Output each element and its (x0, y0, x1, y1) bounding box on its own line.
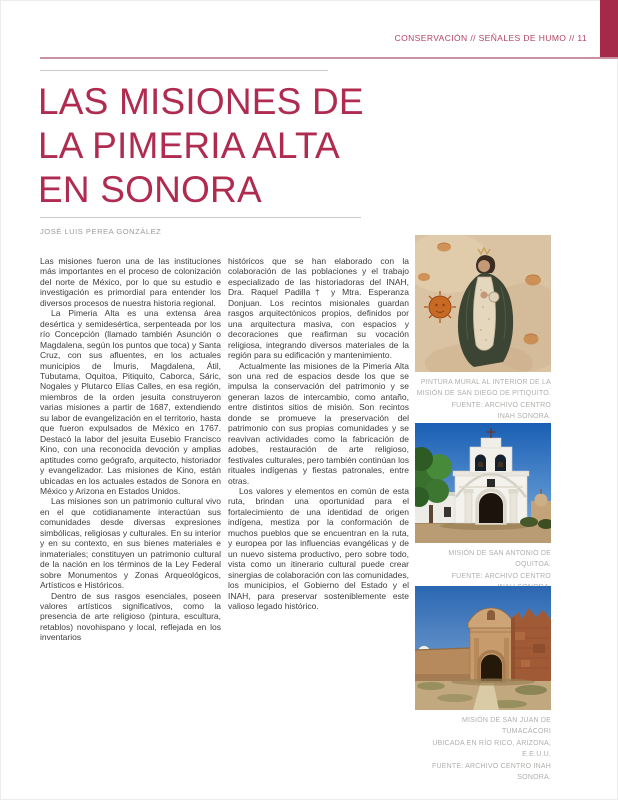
paragraph: Dentro de sus rasgos esenciales, poseen valores artísticos significativos, como la presencia de arte religioso (pintura, escultura, retablos) novohispano y local, reflejada en los inventarios (40, 590, 221, 643)
tumacacori-church-image (415, 586, 551, 710)
caption-line: MISIÓN DE SAN ANTONIO DE OQUITOA. (448, 550, 551, 569)
caption-line: PINTURA MURAL AL INTERIOR DE LA (420, 379, 551, 386)
paragraph: La Pimeria Alta es una extensa área desértica y semidesértica, serpenteada por los río Concepción (llamado también Asunción o Magdalena, según los puntos que toca) y Santa Cruz, con sus afluentes, en los actuales municipios de Ímuris, Magdalena, Átil, Tubutama, Oquitoa, Pitiquito, Caborca, Sáric, Nogales y Plutarco Elías Calles, en esa región, miembros de la orden jesuita construyeron varias misiones a partir de 1687, extendiendo su labor de evangelización en el territorio, hasta que fueron expulsados de México en 1767. Destacó la labor del jesuita Eusebio Francisco Kino, con una reconocida devoción y amplias aptitudes como geógrafo, arquitecto, historiador y evangelizador. Las misiones de Kino, están ubicadas en los actuales estados de Sonora en México y Arizona en Estados Unidos. (40, 308, 221, 496)
caption-line: UBICADA EN RÍO RICO, ARIZONA, E.E.U.U. (432, 739, 551, 759)
figure-mission-oquitoa (415, 423, 551, 594)
paragraph: Las misiones fueron una de las instituciones más importantes en el proceso de colonización del norte de México, por lo que su estudio e investigación es primordial para entender los diversos procesos de nuestra historia regional. (40, 256, 221, 308)
figure-mission-tumacacori (415, 586, 551, 783)
mural-painting-image (415, 235, 551, 372)
author-byline: JOSÉ LUIS PEREA GONZÁLEZ (40, 227, 162, 236)
page-title-line-3: EN SONORA (38, 169, 262, 210)
paragraph: Actualmente las misiones de la Pimeria Alta son una red de espacios desde los que se impulsa la conservación del patrimonio y se generan lazos de intercambio, como antaño, entre distintos sitios de misión. Son recintos donde se promueve la preservación del patrimonio con sus propias comunidades y se reavivan actividades como la fabricación de adobes, restauración de arte religioso, festivales culturales, pero también continúan los rituales indígenas y fiestas patronales, entre otras. (228, 360, 409, 486)
title-top-rule (40, 70, 328, 71)
caption-line: FUENTE: ARCHIVO CENTRO (451, 401, 551, 409)
paragraph: Los valores y elementos en común de esta ruta, brindan una oportunidad para el fortalecimiento de una identidad de origen indígena, mestiza por la conformación de muchos pueblos que se encuentran en la ruta, y europea por las influencias evangélicas y de un nuevo sistema productivo, pero sobre todo, vista como un itinerario cultural puede crear sinergias de colaboración con las comunidades, los municipios, el Gobierno del Estado y el INAH, para preservar sosteniblemente este valioso legado histórico. (228, 485, 409, 611)
figure-caption (415, 715, 551, 783)
caption-line: MISIÓN DE SAN DIEGO DE PITIQUITO. (416, 390, 551, 398)
figure-caption (415, 377, 551, 423)
paragraph: históricos que se han elaborado con la colaboración de las poblaciones y el trabajo especializado de las historiadoras del INAH, Dra. Raquel Padilla† y Mtra. Esperanza Donjuan. Los recintos misionales guardan rasgos arquitectónicos propios, definidos por una arquitectura masiva, con espacios y decoraciones que reafirman su vocación religiosa, integrando diversos materiales de la región para su edificación y mantenimiento. (228, 256, 409, 361)
header-rule (40, 57, 618, 59)
page-title-line-2: LA PIMERIA ALTA (38, 125, 340, 166)
page-title (38, 80, 364, 212)
caption-line: INAH SONORA. (497, 413, 551, 421)
section-kicker: CONSERVACIÓN // SEÑALES DE HUMO // 11 (394, 33, 587, 43)
corner-accent-block (600, 0, 618, 57)
caption-line: FUENTE: ARCHIVO CENTRO INAH SONORA. (432, 762, 551, 782)
title-bottom-rule (40, 217, 361, 218)
figure-mural-pitiquito (415, 235, 551, 423)
body-column-right (228, 256, 409, 611)
caption-line: FUENTE: ARCHIVO CENTRO (451, 572, 551, 580)
oquitoa-church-image (415, 423, 551, 543)
paragraph: Las misiones son un patrimonio cultural vivo en el que cotidianamente interactúan sus comunidades desde diversas expresiones simbólicas, religiosas y culturales. En su interior y en su contexto, en sus bienes materiales e inmateriales; constituyen un patrimonio cultural de la nación en los términos de la Ley Federal sobre Monumentos y Zonas Arqueológicos, Artísticos e Históricos. (40, 496, 221, 591)
caption-line: MISIÓN DE SAN JUAN DE TUMACÁCORI (462, 717, 551, 736)
body-column-left (40, 256, 221, 643)
page-title-line-1: LAS MISIONES DE (38, 81, 364, 122)
